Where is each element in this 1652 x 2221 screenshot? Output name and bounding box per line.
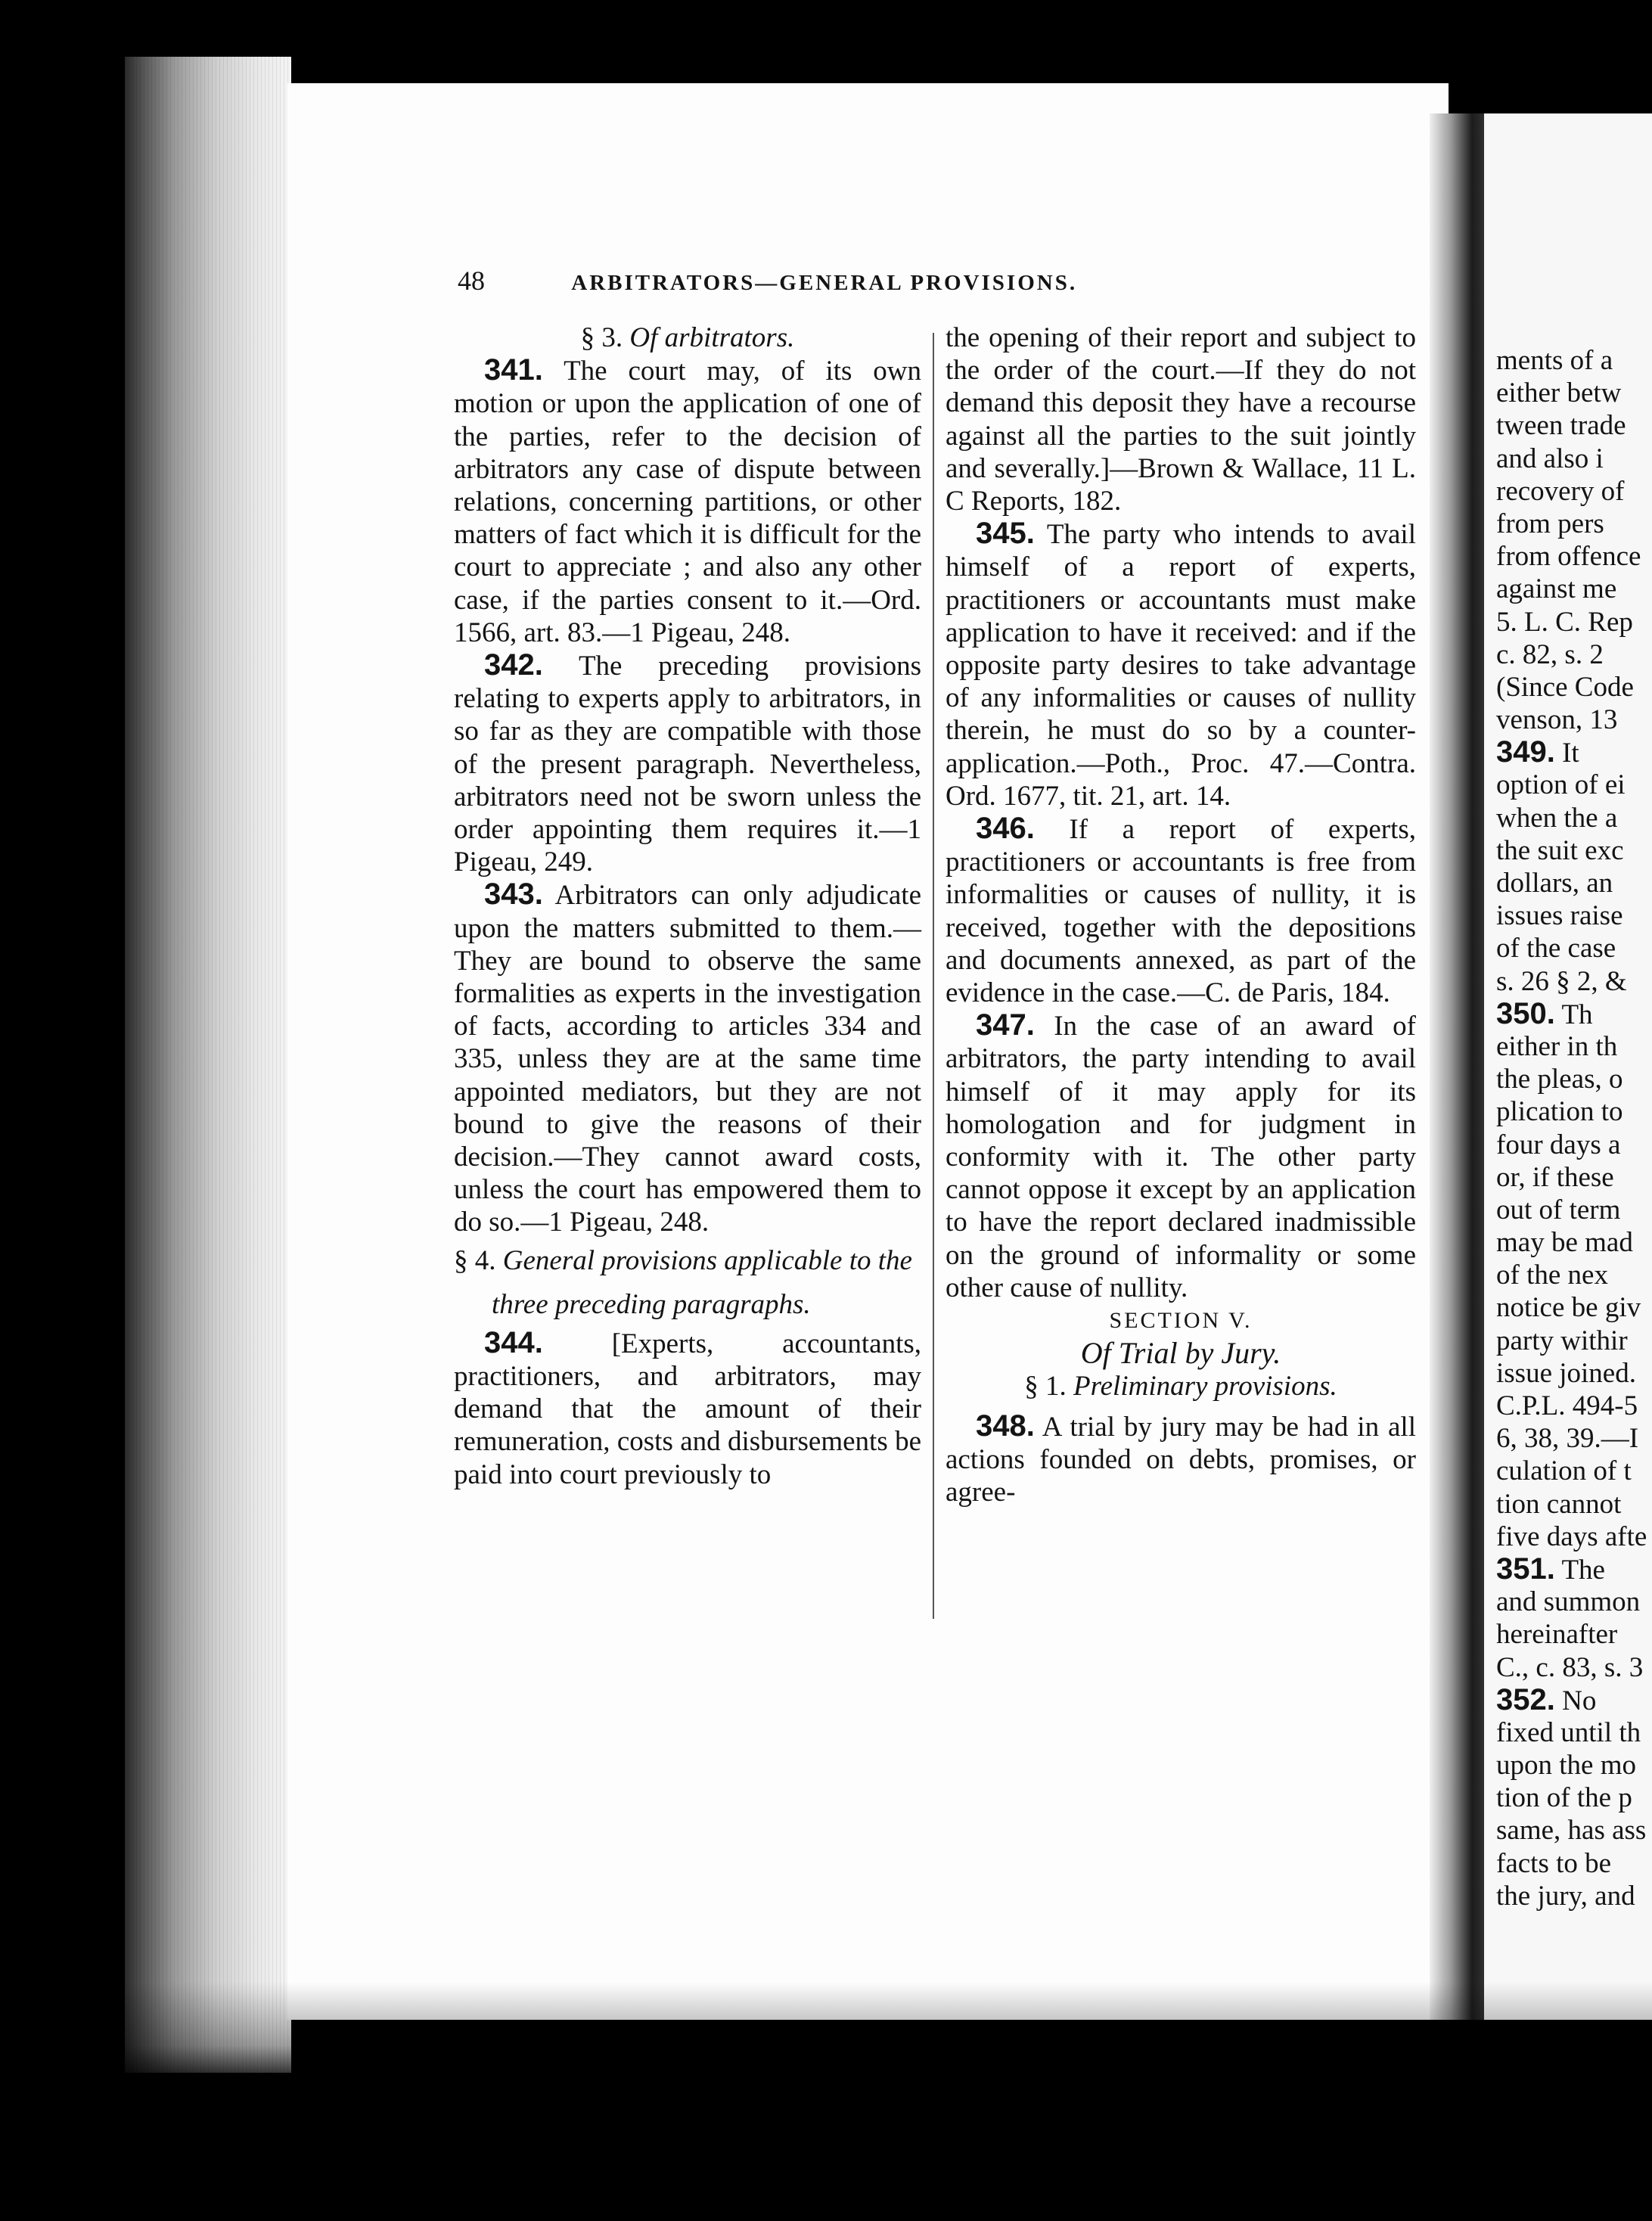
page-bottom-shadow bbox=[125, 1982, 1652, 2088]
page-number: 48 bbox=[458, 266, 485, 296]
right-column-line: when the a bbox=[1496, 802, 1618, 834]
section-v-title: Of Trial by Jury. bbox=[1080, 1336, 1281, 1371]
right-column-line: 6, 38, 39.—I bbox=[1496, 1423, 1639, 1455]
right-column-line: C., c. 83, s. 3 bbox=[1496, 1651, 1644, 1683]
column-divider bbox=[933, 333, 934, 1619]
right-column-line: 5. L. C. Rep bbox=[1496, 606, 1633, 638]
article-346 bbox=[946, 812, 1416, 1009]
right-column-line: hereinafter bbox=[1496, 1619, 1618, 1651]
article-text: The court may, of its own motion or upon the application of one of the parties, refer to the decision of arbitrators any case of dispute between relations, concerning partitions, or other matters of fact which it is difficult for the court to appreciate ; and also any other case, if the parties consent to it.—Ord. 1566, art. 83.—1 Pigeau, 248. bbox=[454, 356, 921, 648]
section-3-prefix: § 3. bbox=[580, 322, 623, 353]
right-column-line: out of term bbox=[1496, 1194, 1621, 1225]
right-column-line: notice be giv bbox=[1496, 1292, 1641, 1324]
article-341 bbox=[454, 354, 921, 649]
section-4-prefix: § 4. bbox=[454, 1244, 496, 1276]
right-column-line: from pers bbox=[1496, 508, 1604, 539]
right-column-line: (Since Code bbox=[1496, 671, 1634, 703]
right-column-line: upon the mo bbox=[1496, 1750, 1636, 1781]
article-text: [Experts, accountants, practitioners, and arbitrators, may demand that the amount of their remuneration, costs and disbursements be paid into court previously to bbox=[454, 1328, 922, 1490]
scan-mark bbox=[23, 1241, 29, 1263]
right-column-line: recovery of bbox=[1496, 475, 1625, 507]
right-column-line: facts to be bbox=[1496, 1847, 1612, 1879]
page-header bbox=[458, 265, 1229, 297]
right-column-line: 351. The bbox=[1496, 1552, 1605, 1586]
right-column-line: tion cannot bbox=[1496, 1488, 1622, 1520]
right-column-line: party withir bbox=[1496, 1325, 1628, 1356]
article-text: The party who intends to avail himself of a report of experts, practitioners or accountants must make application to have it received: and if the opposite party desires to take advantage of any informalities or causes of nullity therein, he must do so by a counter-application.—Poth., Proc. 47.—Contra. Ord. 1677, tit. 21, art. 14. bbox=[946, 519, 1416, 812]
right-column-line: ments of a bbox=[1496, 345, 1613, 376]
right-column-line: dollars, an bbox=[1496, 868, 1613, 899]
right-column-line: venson, 13 bbox=[1496, 704, 1618, 736]
right-column-line: fixed until th bbox=[1496, 1716, 1641, 1748]
right-column-line: either in th bbox=[1496, 1030, 1618, 1062]
right-column-line: culation of t bbox=[1496, 1455, 1632, 1487]
right-column-line: issue joined. bbox=[1496, 1357, 1636, 1389]
right-column-line: tion of the p bbox=[1496, 1782, 1632, 1814]
article-number: 343. bbox=[484, 878, 543, 912]
article-347 bbox=[946, 1009, 1416, 1304]
article-text: A trial by jury may be had in all actions founded on debts, promises, or agree- bbox=[946, 1411, 1416, 1508]
right-column-line: and summon bbox=[1496, 1586, 1641, 1618]
article-344-continued: the opening of their report and subject to the order of the court.—If they do not demand this deposit they have a recourse against all the parties to the suit jointly and severally.]—Brown & Wallace, 11 L. C Reports, 182. bbox=[946, 322, 1416, 517]
subsection-1-title: Preliminary provisions. bbox=[1073, 1370, 1337, 1402]
article-number: 345. bbox=[976, 517, 1035, 551]
right-column-line: C.P.L. 494-5 bbox=[1496, 1390, 1638, 1421]
article-text: In the case of an award of arbitrators, the party intending to avail himself of it may apply for its homologation and for judgment in conformity with it. The other party cannot oppose it except by an application to have the report declared inadmissible on the ground of informality or some other cause of nullity. bbox=[946, 1011, 1417, 1303]
book-page-edges bbox=[125, 57, 291, 2073]
right-column-line: plication to bbox=[1496, 1096, 1623, 1128]
article-343 bbox=[454, 878, 921, 1238]
right-column-line: issues raise bbox=[1496, 900, 1623, 932]
right-column-line: the jury, and bbox=[1496, 1880, 1635, 1912]
book-gutter bbox=[1430, 113, 1490, 2020]
article-345 bbox=[946, 517, 1416, 812]
running-head: ARBITRATORS—GENERAL PROVISIONS. bbox=[571, 271, 1078, 295]
right-column-line: and also i bbox=[1496, 443, 1604, 474]
article-number: 347. bbox=[976, 1008, 1035, 1042]
middle-column bbox=[946, 322, 1416, 1508]
right-column-line: 350. Th bbox=[1496, 997, 1593, 1030]
article-342 bbox=[454, 649, 921, 878]
article-text: Arbitrators can only adjudicate upon the matters submitted to them.—They are bound to observe the same formalities as experts in the investigation of facts, according to articles 334 and 335, unless they are at the same time appointed mediators, but they are not bound to give the reasons of their decision.—They cannot award costs, unless the court has empowered them to do so.—1 Pigeau, 248. bbox=[454, 880, 922, 1238]
right-column-line: the pleas, o bbox=[1496, 1064, 1623, 1095]
right-column-line: of the case bbox=[1496, 933, 1616, 965]
article-number: 341. bbox=[484, 353, 543, 387]
right-column-line: 349. It bbox=[1496, 736, 1579, 769]
right-column-line: same, has ass bbox=[1496, 1815, 1647, 1847]
right-column-line: option of ei bbox=[1496, 769, 1626, 801]
right-column-line: from offence bbox=[1496, 541, 1641, 573]
right-column-line: four days a bbox=[1496, 1129, 1621, 1160]
right-column-line: of the nex bbox=[1496, 1260, 1608, 1291]
right-column-line: c. 82, s. 2 bbox=[1496, 638, 1604, 670]
section-3-title: Of arbitrators. bbox=[629, 322, 795, 353]
right-column-line: five days afte bbox=[1496, 1521, 1647, 1552]
right-column-line: against me bbox=[1496, 573, 1617, 605]
article-348 bbox=[946, 1410, 1416, 1509]
article-344 bbox=[454, 1327, 921, 1491]
right-page-column-cropped bbox=[1496, 344, 1652, 1912]
section-3-heading bbox=[454, 322, 921, 354]
subsection-1-heading bbox=[946, 1370, 1416, 1402]
right-column-line: the suit exc bbox=[1496, 834, 1624, 866]
article-number: 348. bbox=[976, 1409, 1035, 1443]
article-number: 342. bbox=[484, 648, 543, 682]
section-4-heading bbox=[454, 1239, 921, 1327]
right-column-line: tween trade bbox=[1496, 410, 1626, 442]
section-4-title: General provisions applicable to the three preceding paragraphs. bbox=[492, 1244, 912, 1320]
article-text: The preceding provisions relating to experts apply to arbitrators, in so far as they are compatible with those of the present paragraph. Nevertheless, arbitrators need not be sworn unless the order appointing them requires it.—1 Pigeau, 249. bbox=[454, 651, 921, 878]
right-column-line: s. 26 § 2, & bbox=[1496, 965, 1627, 997]
article-number: 344. bbox=[484, 1325, 543, 1359]
right-column-line: may be mad bbox=[1496, 1227, 1633, 1259]
section-v-label: SECTION V. bbox=[1109, 1308, 1253, 1334]
right-column-line: or, if these bbox=[1496, 1161, 1614, 1193]
left-column bbox=[454, 322, 921, 1491]
right-column-line: 352. No bbox=[1496, 1683, 1597, 1716]
article-number: 346. bbox=[976, 812, 1035, 846]
subsection-1-prefix: § 1. bbox=[1024, 1370, 1067, 1402]
article-text: If a report of experts, practitioners or accountants is free from informalities or causes of nullity, it is received, together with the depositions and documents annexed, as part of the evidence in the case.—C. de Paris, 184. bbox=[946, 814, 1416, 1009]
right-column-line: either betw bbox=[1496, 377, 1622, 409]
